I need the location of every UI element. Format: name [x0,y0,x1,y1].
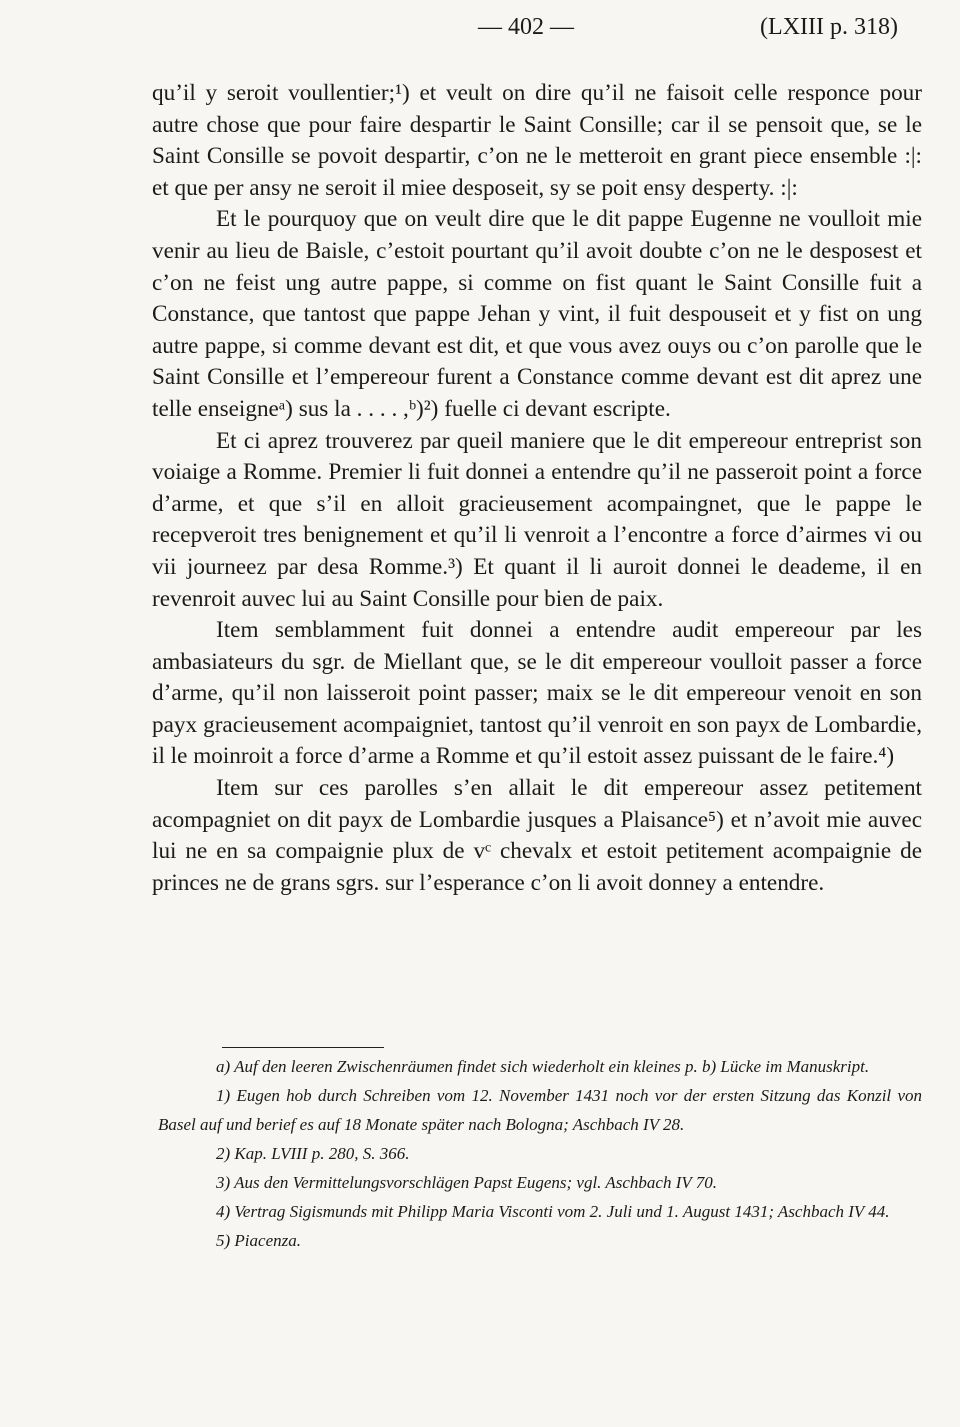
footnote: 1) Eugen hob durch Schreiben vom 12. November 1431 noch vor der ersten Sitzung das Konzil von Basel auf und berief es auf 18 Monate später nach Bologna; Aschbach IV 28. [158,1086,922,1134]
footnote: 3) Aus den Vermittelungsvorschlägen Papst Eugens; vgl. Aschbach IV 70. [216,1173,717,1192]
paragraph-continuation: qu’il y seroit voullentier;¹) et veult on dire qu’il ne faisoit celle responce pour autre chose que pour faire despartir le Saint Consille; car il se pensoit que, se le Saint Consille se povoit despartir, c’on ne le metteroit en grant piece ensemble :|: et que per ansy ne seroit il miee desposeit, sy se poit ensy desperty. :|: [152,80,922,201]
footnote: a) Auf den leeren Zwischenräumen findet sich wiederholt ein kleines p. b) Lücke im Manuskript. [216,1057,870,1076]
footnote: 4) Vertrag Sigismunds mit Philipp Maria Visconti vom 2. Juli und 1. August 1431; Aschbach IV 44. [216,1202,890,1221]
footnote: 2) Kap. LVIII p. 280, S. 366. [216,1144,410,1163]
paragraph: Item semblamment fuit donnei a entendre audit empereour par les ambasiateurs du sgr. de Miellant que, se le dit empereour voulloit passer a force d’arme, qu’il non laisseroit point passer; maix se le dit empereour venoit en son payx gracieusement acompaigniet, tantost qu’il venroit en son payx de Lombardie, il le moinroit a force d’arme a Romme et qu’il estoit assez puissant de le faire.⁴) [152,617,922,770]
paragraph: Et le pourquoy que on veult dire que le dit pappe Eugenne ne voulloit mie venir au lieu de Baisle, c’estoit pourtant qu’il avoit doubte c’on ne le desposest et c’on ne feist ung autre pappe, si comme on fist quant le Saint Consille fuit a Constance, que tantost que pappe Jehan y vint, il fuit despouseit et y fist on ung autre pappe, si comme devant est dit, et que vous avez ouys ou c’on parolle que le Saint Consille et l’empereour furent a Constance comme devant est dit aprez une telle enseigneᵃ) sus la . . . . ,ᵇ)²) fuelle ci devant escripte. [152,206,922,422]
main-text [152,78,922,899]
source-reference: (LXIII p. 318) [760,14,898,40]
footnotes [158,1052,922,1255]
footnote-divider [222,1047,384,1048]
footnote: 5) Piacenza. [216,1231,301,1250]
page-number: — 402 — [478,14,574,40]
paragraph: Et ci aprez trouverez par queil maniere que le dit empereour entreprist son voiaige a Romme. Premier li fuit donnei a entendre qu’il ne passeroit point a force d’arme, et que s’il en alloit gracieusement acompaingnet, que le pappe le recepveroit tres benignement et qu’il li venroit a l’encontre a force d’airmes vi ou vii journeez par desa Romme.³) Et quant il li auroit donnei le deademe, il en revenroit auvec lui au Saint Consille pour bien de paix. [152,427,922,612]
paragraph: Item sur ces parolles s’en allait le dit empereour assez petitement acompagniet on dit payx de Lombardie jusques a Plaisance⁵) et n’avoit mie auvec lui ne en sa compaignie plux de vᶜ chevalx et estoit petitement acompaignie de princes ne de grans sgrs. sur l’esperance c’on li avoit donney a entendre. [152,775,922,896]
page-header [0,14,960,54]
